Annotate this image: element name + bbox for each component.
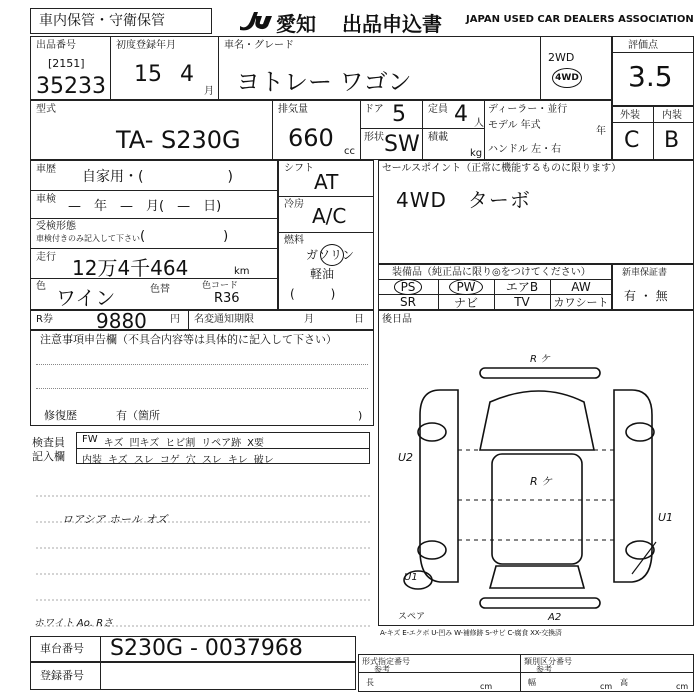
height-cm: cm [676, 682, 689, 691]
diagram-mark-bottom: A2 [548, 612, 562, 623]
divider [484, 100, 485, 160]
divider [520, 654, 521, 692]
equipment-item-label: PS [394, 279, 423, 295]
repair-history-label: 修復歴 [44, 409, 77, 422]
drive-circle [552, 68, 582, 88]
class-ref-label: 参考 [536, 665, 552, 674]
fw-item: X要 [247, 438, 264, 449]
received-note: 車検付きのみ記入して下さい [36, 234, 140, 243]
divider [36, 364, 368, 365]
fw-item: キズ [103, 438, 124, 449]
interior-item: スレ [133, 455, 154, 466]
fw-item: FW [82, 434, 98, 445]
type-label: 形式指定番号 [362, 657, 410, 666]
warranty-value: 有 ・ 無 [624, 289, 668, 303]
height-label: 高 [620, 678, 628, 687]
divider [278, 196, 374, 197]
car-history-value: 自家用・( ) [82, 169, 233, 185]
notes-header: 注意事項申告欄（不具合内容等は具体的に記入して下さい） [40, 333, 337, 346]
mileage-label: 走行 [36, 252, 56, 263]
color-label: 色 [36, 281, 46, 292]
car-name-label: 車名・グレード [224, 40, 294, 51]
equipment-aw [550, 279, 612, 294]
equipment-item-label: TV [514, 295, 530, 309]
received-value: ( ) [140, 229, 229, 244]
divider [653, 106, 654, 160]
fuel-other: ( ) [290, 287, 336, 301]
cc-unit: cc [344, 146, 355, 157]
divider [100, 662, 101, 690]
fuel-circle [320, 244, 344, 266]
interior-label: 内装 [662, 110, 682, 121]
doors-label: ドア [364, 104, 384, 115]
divider [540, 36, 541, 100]
lined-note-area [30, 470, 374, 630]
interior-item: コゲ [159, 455, 180, 466]
equipment-item-label: ナビ [453, 295, 478, 310]
sales-point-text: 4WD ターボ [396, 188, 531, 212]
length-label: 長 [366, 678, 374, 687]
divider [30, 190, 278, 191]
doors-value: 5 [392, 102, 406, 127]
year-unit: 年 [596, 126, 606, 137]
drive-value: 4WD [555, 73, 579, 83]
divider [422, 100, 423, 160]
model-value: TA- S230G [116, 126, 241, 154]
fw-item: 凹キズ [129, 438, 160, 449]
divider [188, 310, 189, 330]
inspector-label: 検査員 記入欄 [32, 436, 65, 463]
spare-label: スペア [398, 612, 426, 622]
divider [612, 52, 694, 53]
color-value: ワイン [56, 286, 116, 310]
divider [30, 218, 278, 219]
fw-row [82, 434, 264, 449]
equipment-label: 装備品（純正品に限り◎をつけてください） [392, 267, 591, 278]
equipment-leather-seat [550, 294, 612, 310]
mileage-value: 12万4千464 [72, 256, 189, 280]
inspection-value: — 年 — 月( — 日) [68, 199, 222, 214]
lot-number-label: 出品番号 [36, 40, 76, 51]
model-year-label: モデル 年式 [488, 120, 541, 131]
interior-row [82, 451, 274, 466]
fuel-diesel: 軽油 [310, 267, 335, 281]
type-ref-label: 参考 [374, 665, 390, 674]
reg-number-label: 登録番号 [40, 669, 84, 682]
warranty-label: 新車保証書 [622, 268, 668, 278]
width-label: 幅 [528, 678, 536, 687]
diagram-mark-bottom-left: U1 [404, 572, 418, 583]
equipment-item-label: カワシート [553, 296, 609, 309]
recycle-month: 月 [304, 314, 314, 325]
storage-label: 車内保管・守衛保管 [39, 13, 165, 29]
capacity-unit: 人 [474, 118, 484, 129]
equipment-pw [438, 279, 494, 294]
equipment-item-label: SR [400, 295, 416, 309]
km-unit: km [234, 266, 250, 277]
diagram-legend: A-キズ E-エクボ U-凹み W-補修跡 S-サビ C-腐食 XX-交換済 [380, 629, 562, 637]
exterior-value: C [624, 128, 640, 153]
recycle-amount: 9880 [96, 309, 147, 333]
name-change-label: 名変通知期限 [194, 314, 254, 325]
ac-label: 冷房 [284, 199, 304, 210]
displacement-value: 660 [288, 124, 334, 152]
handwritten-note-2: ホワイト Ao. Rさ [34, 618, 114, 629]
divider [612, 122, 694, 123]
length-cm: cm [480, 682, 493, 691]
equipment-tv [494, 294, 550, 310]
lot-code: [2151] [48, 57, 85, 70]
equipment-ps [378, 279, 438, 294]
divider [358, 672, 694, 673]
sales-point-label: セールスポイント（正常に機能するものに限ります） [382, 163, 622, 174]
fw-item: ヒビ割 [165, 438, 196, 449]
storage-label-box [30, 8, 212, 34]
capacity-value: 4 [454, 102, 468, 127]
displacement-label: 排気量 [278, 104, 308, 115]
handwritten-note-1: ロアシア ホール オズ [62, 513, 168, 526]
fw-item: リペア跡 [201, 438, 242, 449]
equipment-airbag [494, 279, 550, 294]
ju-logo-svg [236, 8, 276, 32]
ju-logo [236, 8, 276, 32]
capacity-label: 定員 [428, 104, 448, 115]
reg-year: 15 [134, 62, 162, 87]
drive-label: 2WD [548, 51, 575, 64]
divider [272, 100, 273, 160]
shift-value: AT [314, 170, 339, 194]
interior-item: スレ [201, 455, 222, 466]
equipment-sr [378, 294, 438, 310]
interior-item: 穴 [185, 455, 196, 466]
received-label: 受検形態 [36, 221, 76, 232]
equipment-navi [438, 294, 494, 310]
car-history-label: 車歴 [36, 164, 56, 175]
width-cm: cm [600, 682, 613, 691]
body-value: SW [384, 132, 420, 157]
car-name: ヨトレー ワゴン [236, 68, 412, 96]
divider [360, 100, 361, 160]
month-unit: 月 [204, 86, 214, 97]
diagram-mark-left: U2 [398, 451, 414, 464]
ac-value: A/C [312, 204, 347, 228]
color-code-label: 色コード [202, 281, 239, 291]
color-code-value: R36 [214, 291, 240, 306]
diagram-mark-center: R ケ [530, 475, 553, 488]
form-title: 出品申込書 [342, 12, 442, 36]
reg-month: 4 [180, 62, 194, 87]
repair-close-paren: ) [358, 409, 363, 422]
interior-item: キレ [227, 455, 248, 466]
after-label: 後日品 [382, 314, 412, 325]
model-label: 型式 [36, 104, 56, 115]
lot-number: 35233 [36, 74, 106, 99]
class-label: 類別区分番号 [524, 657, 572, 666]
diagram-mark-right: U1 [658, 511, 674, 524]
interior-item: キズ [108, 455, 128, 466]
interior-item: 内装 [82, 455, 102, 466]
divider [278, 232, 374, 233]
first-reg-label: 初度登録年月 [116, 40, 176, 51]
divider [218, 36, 219, 100]
association-name: JAPAN USED CAR DEALERS ASSOCIATION [466, 14, 694, 25]
repair-history-value: 有（箇所 [116, 409, 160, 422]
chassis-number: S230G - 0037968 [110, 636, 303, 661]
interior-value: B [664, 128, 680, 153]
fuel-label: 燃料 [284, 235, 304, 246]
kg-unit: kg [470, 148, 483, 159]
diagram-mark-top: R ケ [530, 354, 551, 365]
handle-label: ハンドル 左・右 [488, 144, 562, 155]
equipment-item-label: PW [449, 279, 482, 295]
color-change-label: 色替 [150, 284, 170, 295]
org-name: 愛知 [276, 12, 316, 36]
grade-label: 評価点 [628, 40, 658, 51]
divider [30, 248, 278, 249]
dealer-label: ディーラー・並行 [488, 104, 568, 115]
recycle-label: R券 [36, 314, 53, 325]
recycle-unit: 円 [170, 314, 180, 325]
divider [110, 36, 111, 100]
divider [36, 388, 368, 389]
fuel-gasoline: ガソリン [306, 248, 355, 262]
chassis-label: 車台番号 [40, 642, 84, 655]
body-label: 形状 [364, 132, 384, 143]
load-label: 積載 [428, 132, 448, 143]
recycle-day: 日 [354, 314, 364, 325]
equipment-item-label: エアB [505, 280, 539, 294]
inspection-label: 車検 [36, 194, 56, 205]
divider [360, 128, 484, 129]
after-box [378, 310, 694, 330]
shift-label: シフト [284, 163, 314, 174]
equipment-item-label: AW [571, 279, 591, 294]
divider [100, 636, 101, 662]
exterior-label: 外装 [620, 110, 640, 121]
interior-item: 破レ [253, 455, 274, 466]
lined-note-lines [30, 470, 374, 630]
grade-value: 3.5 [628, 60, 673, 93]
